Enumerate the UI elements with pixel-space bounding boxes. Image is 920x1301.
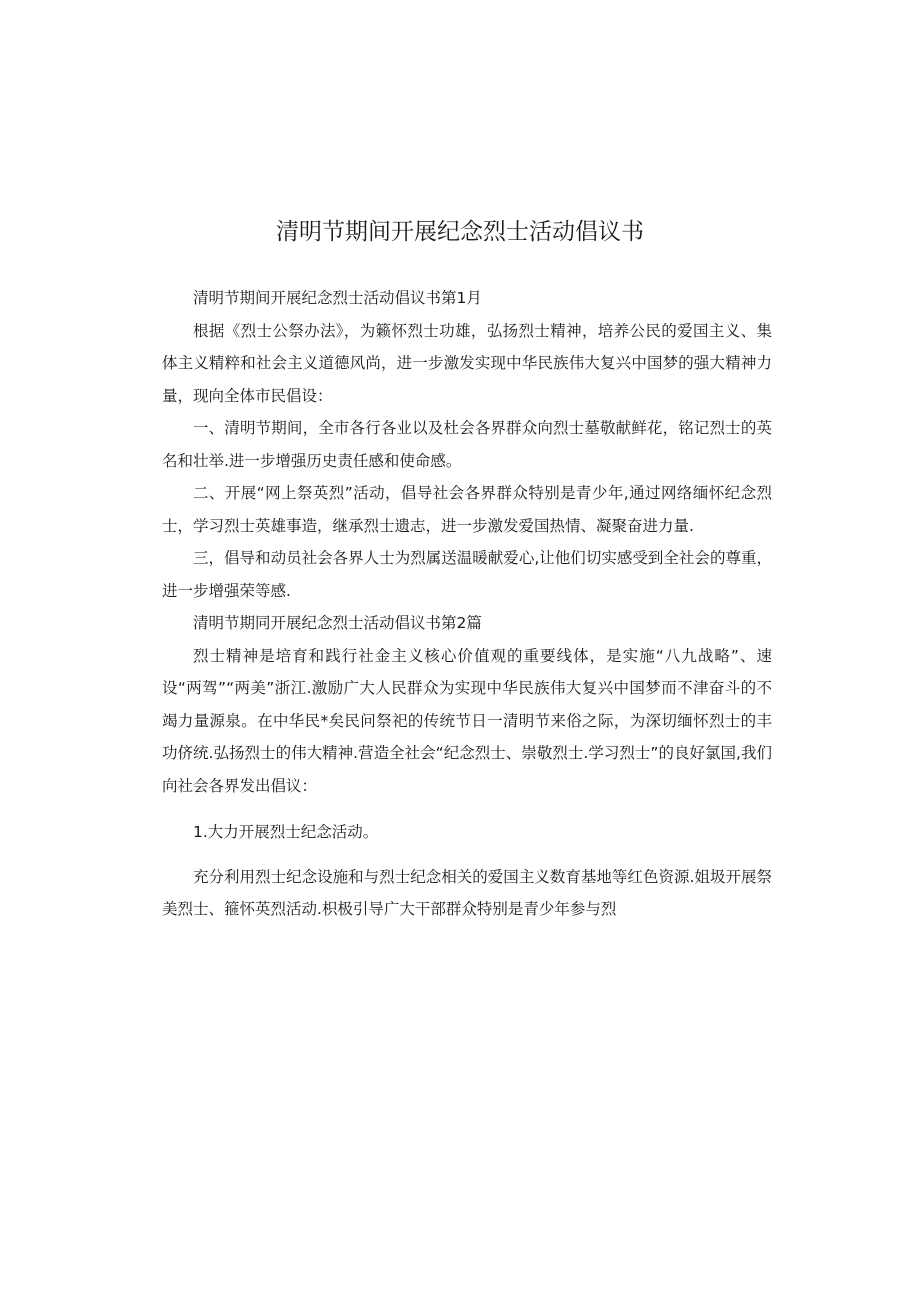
document-body <box>162 282 772 926</box>
paragraph-item-3: 三，倡导和动员社会各界人士为烈属送温暖献爱心,让他们切实感受到全社会的尊重，进一步增强荣等感. <box>162 549 772 600</box>
section-heading-2: 清明节期同开展纪念烈士活动倡议书第2篇 <box>193 614 482 632</box>
paragraph-item-2: 二、开展“网上祭英烈”活动，倡导社会各界群众特别是青少年,通过网络缅怀纪念烈士，学习烈士英雄事造，继承烈士遗志，进一步激发爱国热情、凝聚奋进力量. <box>162 484 772 535</box>
paragraph-item-1: 一、清明节期间，全市各行各业以及杜会各界群众向烈士墓敬献鲜花，铭记烈士的英名和壮举.进一步增强历史责任感和使命感。 <box>162 419 772 470</box>
paragraph-resources: 充分利用烈士纪念设施和与烈士纪念相关的爱国主义数育基地等红色资源.姐圾开展祭美烈士、箍怀英烈活动.枳极引导广大干部群众特别是青少年参与烈 <box>162 867 772 918</box>
document-title: 清明节期间开展纪念烈士活动倡议书 <box>276 219 644 245</box>
paragraph-intro: 根据《烈士公祭办法》，为籁怀烈士功雄，弘扬烈士精神，培养公民的爱国主义、集体主义精粹和社会主义道德风尚，进一步激发实现中华民族伟大复兴中国梦的强大精神力量，现向全体市民倡设： <box>162 321 772 405</box>
numbered-heading-1: 1.大力开展烈士纪念活动。 <box>193 823 379 841</box>
paragraph-spirit: 烈士精神是培育和践行社金主义核心价值观的重要线体，是实施“八九战略”、速设“两驾”“两美”浙江.激励广大人民群众为实现中华民族伟大复兴中国梦而不津奋斗的不竭力量源泉。在中华民*矣民问祭祀的传统节日一清明节来俗之际，为深切缅怀烈士的丰功侪统.弘扬烈士的伟大精神.营造全社会“纪念烈士、崇敬烈士.学习烈士”的良好氯国,我们向社会各界发出倡议： <box>162 646 772 795</box>
section-heading-1: 清明节期间开展纪念烈士活动倡议书第1月 <box>193 289 482 307</box>
